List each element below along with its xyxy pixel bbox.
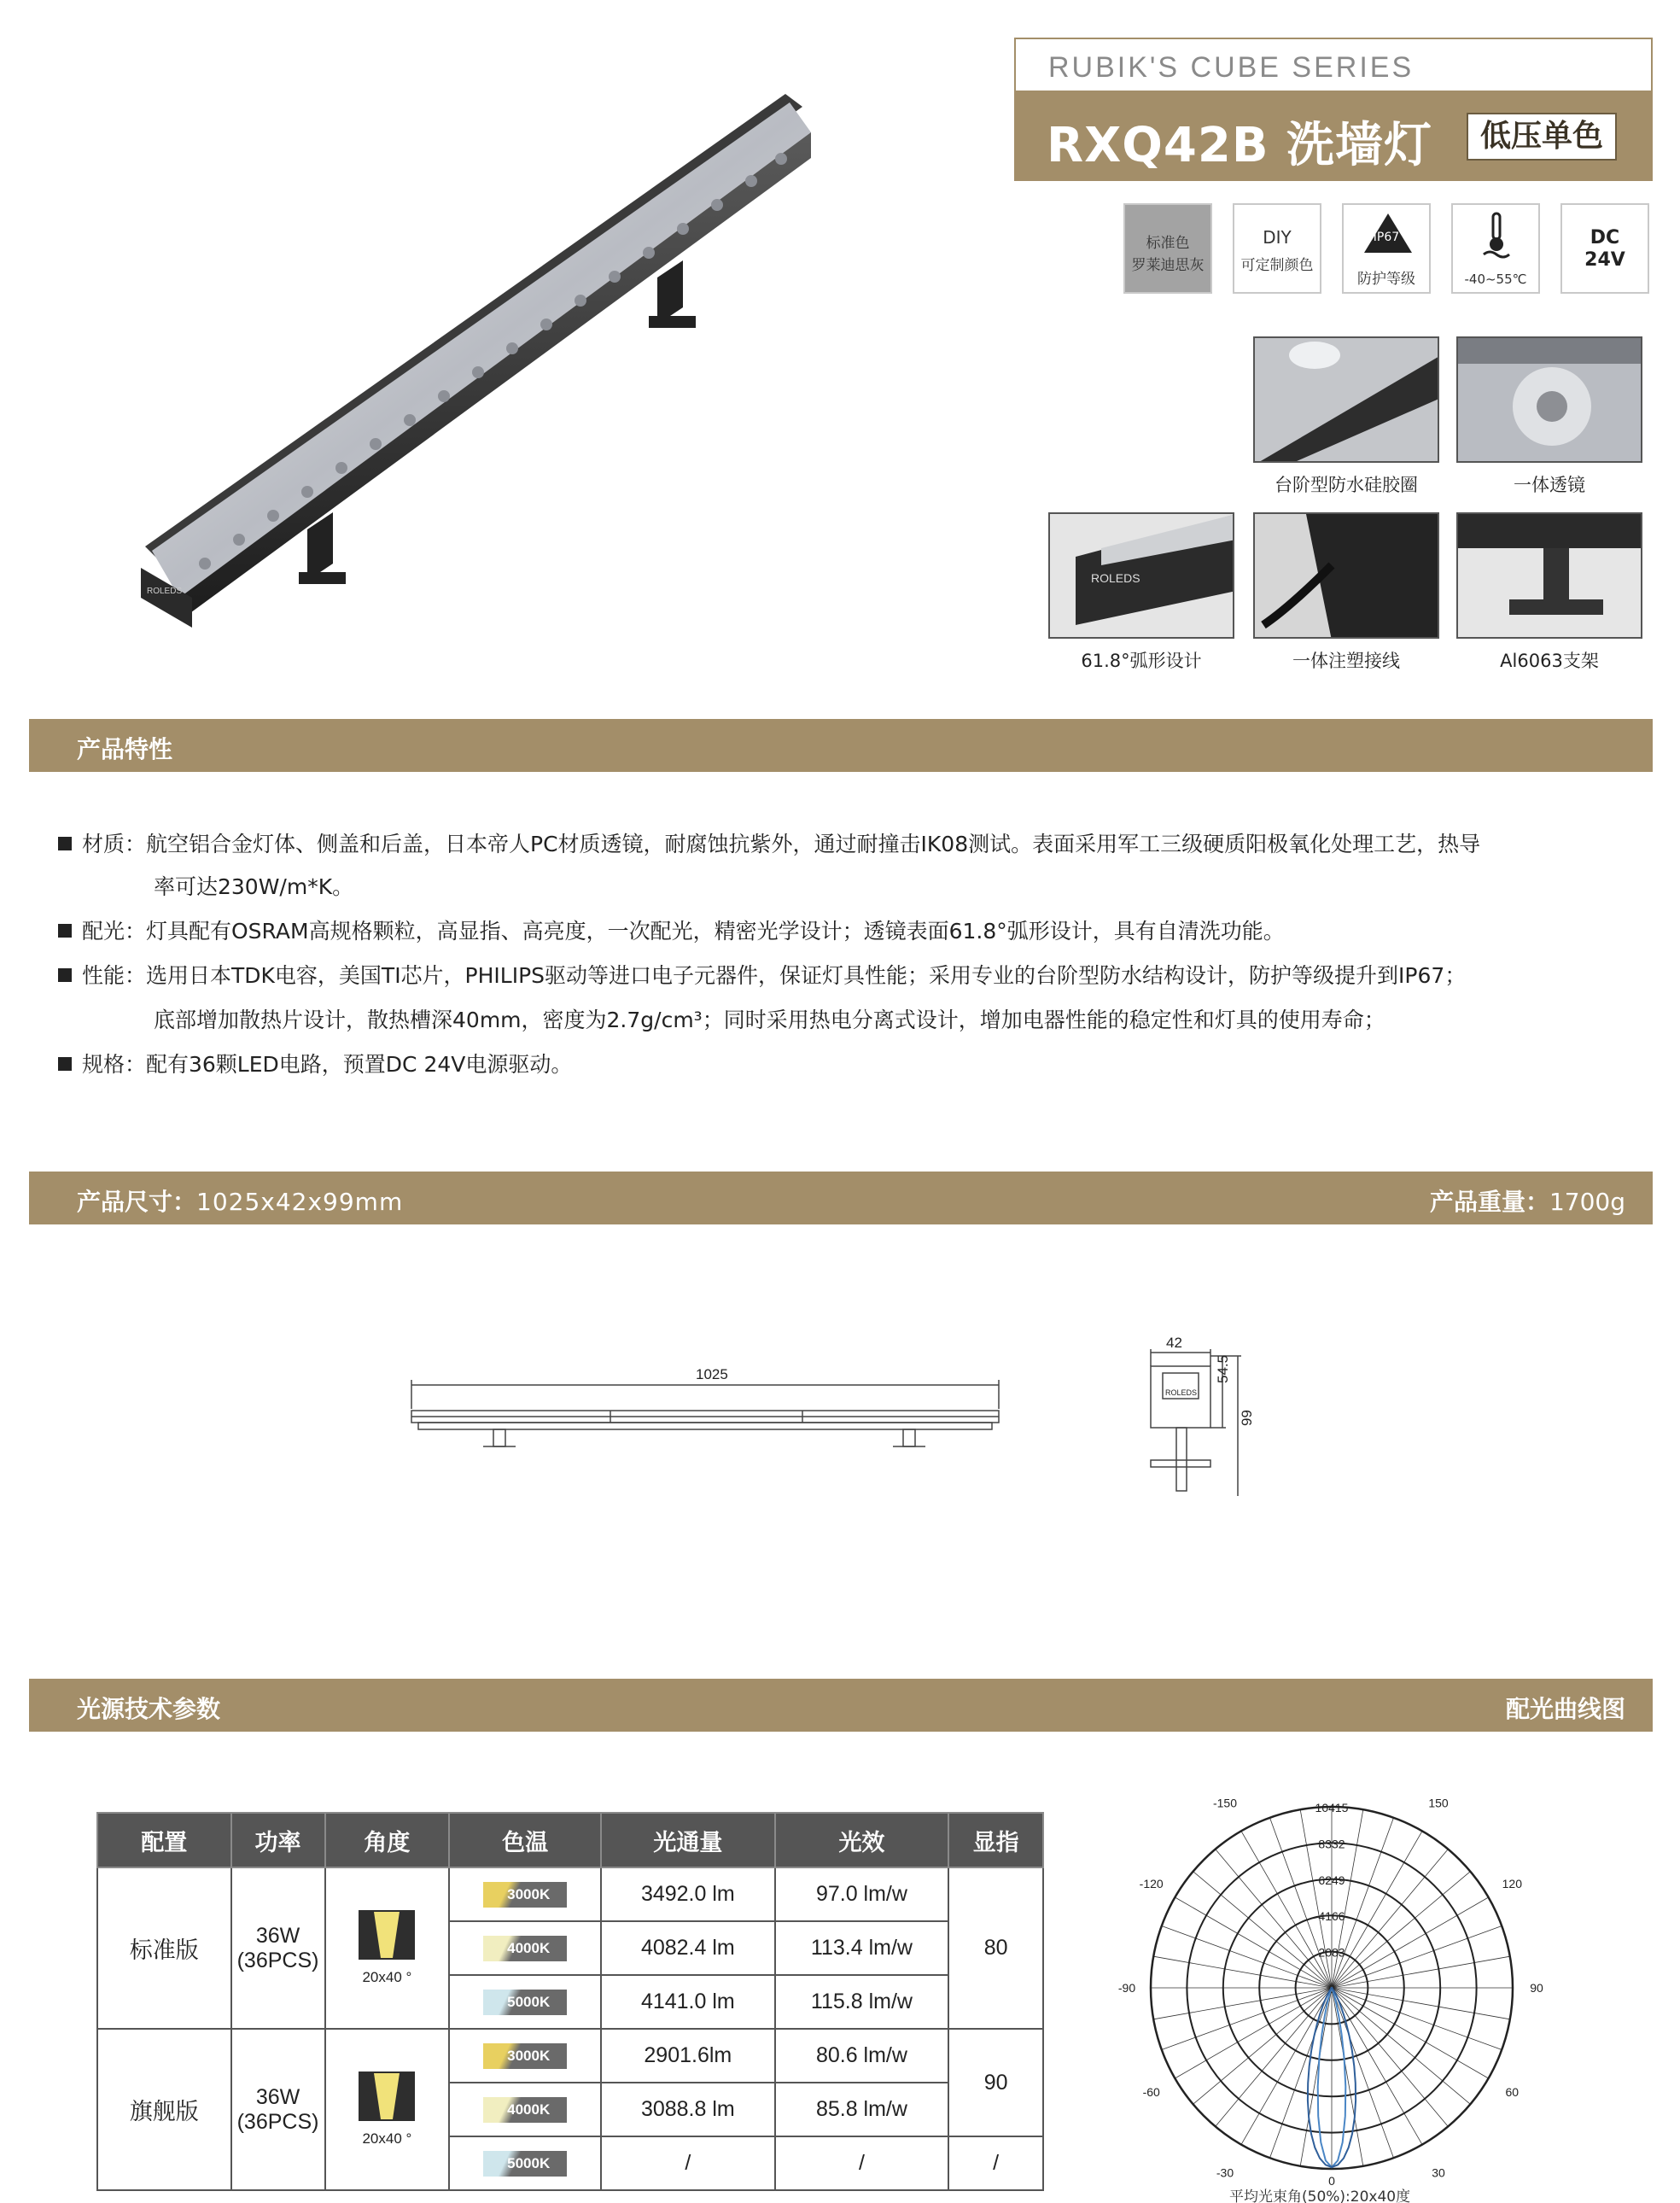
polar-ring-label: 8332 [1318, 1837, 1345, 1851]
polar-angle-label: 150 [1428, 1796, 1449, 1810]
efficacy-cell: 115.8 lm/w [775, 1975, 949, 2029]
dimension-drawing [401, 1332, 1255, 1503]
config-standard: 标准版 [97, 1867, 231, 2029]
temperature-range: -40~55℃ [1464, 272, 1527, 287]
bracket-photo-icon [1458, 514, 1642, 639]
flux-cell: 3492.0 lm [601, 1867, 775, 1921]
polar-radial-line [1332, 1988, 1470, 2104]
polar-radial-line [1332, 1988, 1448, 2126]
cct-swatch [483, 2043, 567, 2069]
thermometer-icon [1482, 212, 1513, 260]
efficacy-cell: 85.8 lm/w [775, 2083, 949, 2136]
detail-caption-arc: 61.8°弧形设计 [1081, 651, 1202, 671]
bullet-square-icon [58, 1057, 72, 1071]
section-bar-params [29, 1679, 1653, 1732]
polar-radial-line [1216, 1988, 1332, 2126]
col-header-cct: 色温 [449, 1813, 601, 1867]
config-flagship: 旗舰版 [97, 2029, 231, 2190]
product-title: RXQ42B 洗墙灯 [1047, 118, 1433, 173]
cct-cell [449, 2136, 601, 2190]
polar-angle-label: 60 [1505, 2085, 1520, 2099]
col-header-config: 配置 [97, 1813, 231, 1867]
power-count: (36PCS) [236, 1948, 319, 1972]
flux-cell: / [601, 2136, 775, 2190]
color-badge-line2: 罗莱迪思灰 [1131, 257, 1205, 274]
dim-length: 1025 [696, 1366, 728, 1382]
cct-label: 4000K [507, 2101, 551, 2118]
arc-brand-text: ROLEDS [1091, 571, 1140, 585]
detail-caption-gasket: 台阶型防水硅胶圈 [1275, 475, 1418, 495]
polar-ring-label: 4166 [1318, 1909, 1345, 1924]
col-header-efficacy: 光效 [775, 1813, 949, 1867]
bullet-square-icon [58, 968, 72, 982]
ip-badge-label: 防护等级 [1357, 271, 1415, 288]
cct-swatch [483, 2097, 567, 2123]
series-banner [1014, 38, 1653, 91]
connector-photo-icon [1255, 514, 1439, 639]
detail-caption-connector: 一体注塑接线 [1292, 651, 1400, 671]
cct-swatch [483, 1936, 567, 1961]
diy-badge [1233, 203, 1321, 294]
angle-value: 20x40 ° [362, 1969, 412, 1985]
cct-label: 3000K [507, 2047, 551, 2064]
polar-angle-label: -120 [1139, 1877, 1164, 1890]
detail-image-bracket [1456, 512, 1642, 639]
voltage-line1: DC [1590, 227, 1620, 248]
feature-spec-text: 规格：配有36颗LED电路，预置DC 24V电源驱动。 [82, 1052, 573, 1077]
cct-label: 4000K [507, 1939, 551, 1956]
polar-light-distribution-chart [1110, 1783, 1554, 2193]
temperature-badge [1451, 203, 1540, 294]
diy-badge-line1: DIY [1263, 227, 1292, 248]
feature-performance [58, 955, 1466, 997]
cct-cell [449, 1921, 601, 1975]
cct-cell [449, 1867, 601, 1921]
feature-material [58, 823, 1480, 866]
polar-ring-label: 0 [1328, 1982, 1335, 1996]
arc-photo-icon [1050, 514, 1234, 639]
voltage-line2: 24V [1584, 249, 1625, 271]
detail-caption-lens: 一体透镜 [1514, 475, 1585, 495]
cct-swatch [483, 2151, 567, 2177]
beam-angle-icon [359, 2072, 415, 2121]
title-bar [1014, 91, 1653, 181]
power-cell [231, 1867, 325, 2029]
polar-angle-label: -150 [1212, 1796, 1238, 1810]
angle-cell [325, 2029, 450, 2190]
flux-cell: 4082.4 lm [601, 1921, 775, 1975]
dim-brand: ROLEDS [1165, 1388, 1198, 1397]
col-header-power: 功率 [231, 1813, 325, 1867]
weight-label: 产品重量： [1429, 1188, 1549, 1216]
color-badge-line1: 标准色 [1146, 235, 1190, 252]
cri-cell: / [948, 2136, 1043, 2190]
section-bar-features [29, 719, 1653, 772]
table-row [97, 1867, 1043, 1921]
power-value: 36W [255, 1923, 300, 1948]
feature-performance-text: 性能：选用日本TDK电容，美国TI芯片，PHILIPS驱动等进口电子元器件，保证灯具性能；采用专业的台阶型防水结构设计，防护等级提升到IP67； [82, 963, 1467, 988]
polar-ring-label: 2083 [1318, 1945, 1345, 1960]
polar-radial-line [1193, 1872, 1332, 1988]
efficacy-cell: / [775, 2136, 949, 2190]
product-type-tag: 低压单色 [1467, 113, 1617, 161]
ip-badge-rating: IP67 [1373, 231, 1400, 244]
beam-angle-icon [359, 1910, 415, 1960]
cct-swatch [483, 1882, 567, 1908]
angle-value: 20x40 ° [362, 2130, 412, 2147]
table-row [97, 2029, 1043, 2083]
polar-radial-line [1216, 1849, 1332, 1988]
ip-badge [1342, 203, 1431, 294]
flux-cell: 2901.6lm [601, 2029, 775, 2083]
power-count: (36PCS) [236, 2109, 319, 2134]
section-title-params: 光源技术参数 [77, 1695, 221, 1723]
dim-width: 42 [1166, 1335, 1182, 1351]
detail-image-lens [1456, 336, 1642, 463]
series-name: RUBIK'S CUBE SERIES [1048, 51, 1415, 84]
cri-cell: 90 [948, 2029, 1043, 2136]
polar-angle-label: 90 [1530, 1981, 1543, 1995]
feature-material-cont: 率可达230W/m*K。 [154, 874, 354, 899]
col-header-cri: 显指 [948, 1813, 1043, 1867]
flux-cell: 3088.8 lm [601, 2083, 775, 2136]
size-info [77, 1183, 403, 1218]
hero-brand: ROLEDS [147, 587, 183, 596]
lens-photo-icon [1458, 338, 1642, 463]
detail-image-arc [1048, 512, 1234, 639]
polar-angle-label: -90 [1117, 1981, 1136, 1995]
feature-performance-cont: 底部增加散热片设计，散热槽深40mm，密度为2.7g/cm³；同时采用热电分离式设计，增加电器性能的稳定性和灯具的使用寿命； [154, 1008, 1385, 1032]
polar-angle-label: -30 [1216, 2165, 1234, 2180]
polar-angle-label: -60 [1142, 2085, 1160, 2099]
polar-angle-label: 0 [1328, 2174, 1335, 2188]
dim-height-top: 54.5 [1215, 1354, 1231, 1383]
polar-angle-label: 120 [1502, 1877, 1522, 1890]
efficacy-cell: 97.0 lm/w [775, 1867, 949, 1921]
polar-radial-line [1193, 1988, 1332, 2104]
diy-badge-line2: 可定制颜色 [1240, 257, 1314, 274]
dim-height-total: 99 [1239, 1410, 1255, 1426]
weight-value: 1700g [1549, 1188, 1625, 1216]
cct-cell [449, 1975, 601, 2029]
col-header-flux: 光通量 [601, 1813, 775, 1867]
voltage-badge [1560, 203, 1649, 294]
col-header-angle: 角度 [325, 1813, 450, 1867]
cct-cell [449, 2083, 601, 2136]
polar-caption: 平均光束角(50%):20x40度 [1229, 2188, 1411, 2203]
angle-cell [325, 1867, 450, 2029]
table-header-row [97, 1813, 1043, 1867]
power-cell [231, 2029, 325, 2190]
section-title-features: 产品特性 [77, 735, 173, 763]
product-hero-image [128, 85, 828, 632]
cct-label: 5000K [507, 1993, 551, 2010]
polar-radial-line [1332, 1849, 1448, 1988]
detail-image-connector [1253, 512, 1439, 639]
feature-optics-text: 配光：灯具配有OSRAM高规格颗粒，高显指、高亮度，一次配光，精密光学设计；透镜表面61.8°弧形设计，具有自清洗功能。 [82, 919, 1285, 944]
spec-table [96, 1812, 1044, 2191]
feature-material-text: 材质：航空铝合金灯体、侧盖和后盖，日本帝人PC材质透镜，耐腐蚀抗紫外，通过耐撞击IK08测试。表面采用军工三级硬质阳极氧化处理工艺，热导 [82, 832, 1481, 856]
cct-label: 5000K [507, 2154, 551, 2171]
efficacy-cell: 80.6 lm/w [775, 2029, 949, 2083]
weight-info [1430, 1183, 1625, 1218]
cct-label: 3000K [507, 1885, 551, 1902]
bullet-square-icon [58, 837, 72, 850]
detail-caption-bracket: Al6063支架 [1500, 651, 1599, 671]
cri-cell: 80 [948, 1867, 1043, 2029]
bullet-square-icon [58, 924, 72, 938]
power-value: 36W [255, 2084, 300, 2109]
section-bar-size [29, 1172, 1653, 1224]
detail-image-gasket [1253, 336, 1439, 463]
polar-angle-label: 30 [1432, 2165, 1445, 2180]
feature-optics [58, 910, 1285, 953]
feature-badges [1123, 203, 1653, 294]
efficacy-cell: 113.4 lm/w [775, 1921, 949, 1975]
section-title-polar: 配光曲线图 [1505, 1695, 1625, 1723]
size-label: 产品尺寸： [77, 1188, 197, 1216]
flux-cell: 4141.0 lm [601, 1975, 775, 2029]
color-badge [1123, 203, 1212, 294]
gasket-photo-icon [1255, 338, 1439, 463]
feature-spec [58, 1043, 572, 1086]
polar-radial-line [1332, 1872, 1470, 1988]
polar-ring-label: 6249 [1318, 1873, 1345, 1887]
cct-swatch [483, 1990, 567, 2015]
size-value: 1025x42x99mm [196, 1188, 404, 1216]
cct-cell [449, 2029, 601, 2083]
polar-ring-label: 10415 [1315, 1801, 1349, 1814]
